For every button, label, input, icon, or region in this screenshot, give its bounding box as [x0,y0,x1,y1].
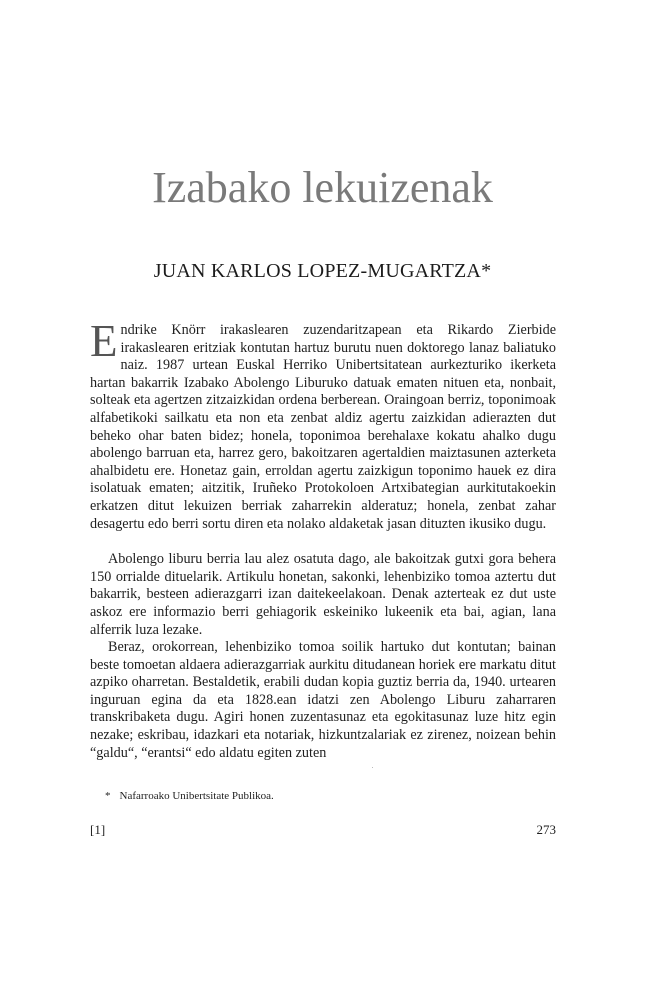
paragraph-2: Abolengo liburu berria lau alez osatuta dago, ale bakoitzak gutxi gora behera 150 orrialde dituelarik. Artikulu honetan, sakonki, lehenbiziko tomoa aztertu dut bakarrik, besteen adierazgarri izan daitekeelakoan. Denak azterteak ez dut uste askoz ere informazio berri gehiagorik eskeiniko lukeenik eta bai, agian, lana alferrik luza lezake. [90,551,556,638]
footnote-text: Nafarroako Unibertsitate Publikoa. [119,790,274,802]
paragraph-1-text: ndrike Knörr irakaslearen zuzendaritzapean eta Rikardo Zierbide irakaslearen eritziak kontutan hartuz burutu nuen doktorego lanaz baliatuko naiz. 1987 urtean Euskal Herriko Unibertsitatean aurkezturiko ikerketa hartan bakarrik Izabako Abolengo Liburuko datuak ematen nituen eta, nonbait, solteak eta agertzen zitzaizkidan ordena berberean. Oraingoan berriz, toponimoak alfabetikoki sailkatu eta non eta zenbat aldiz agertu zaizkidan adierazten dut beheko ohar baten bidez; honela, toponimoa berehalaxe kokatu ahalko dugu abolengo barruan eta, harrez gero, bakoitzaren agertaldien maiztasunen azterketa ahalbidetu ere. Honetaz gain, erroldan agertu zaizkigun toponimo hauek ez dira isolatuak ematen; aitzitik, Iruñeko Protokoloen Artxibategian aurkitutakoekin erkatzen ditut lekuizen berriak zaharrekin alderatuz; honela, zenbat zahar desagertu edo berri sortu diren eta nolako aldaketak jasan dituzten ikusiko dugu. [90,322,556,532]
paragraph-1 [90,316,556,533]
page-reference: [1] [90,822,106,837]
footnote [105,789,274,803]
footnote-mark: * [105,790,111,802]
footnote-divider [372,767,373,768]
author-name: JUAN KARLOS LOPEZ-MUGARTZA* [153,260,492,282]
article-body [90,316,556,762]
drop-cap: E [90,316,118,366]
article-title: Izabako lekuizenak [152,163,493,212]
paragraph-3: Beraz, orokorrean, lehenbiziko tomoa soilik hartuko dut kontutan; bainan beste tomoetan aldaera adierazgarriak aurkitu ditudanean horiek ere markatu ditut azpiko oharretan. Bestaldetik, erabili dudan kopia guztiz berria da, 1940. urtearen inguruan egina da eta 1828.ean idatzi zen Abolengo Liburu zaharraren transkribaketa dugu. Agiri honen zuzentasunaz eta egokitasunaz luze hitz egin nezake; eskribau, idazkari eta notariak, hizkuntzalariak ez zirenez, noizean behin “galdu“, “erantsi“ edo aldatu egiten zuten [90,639,556,761]
page-number: 273 [536,822,556,837]
